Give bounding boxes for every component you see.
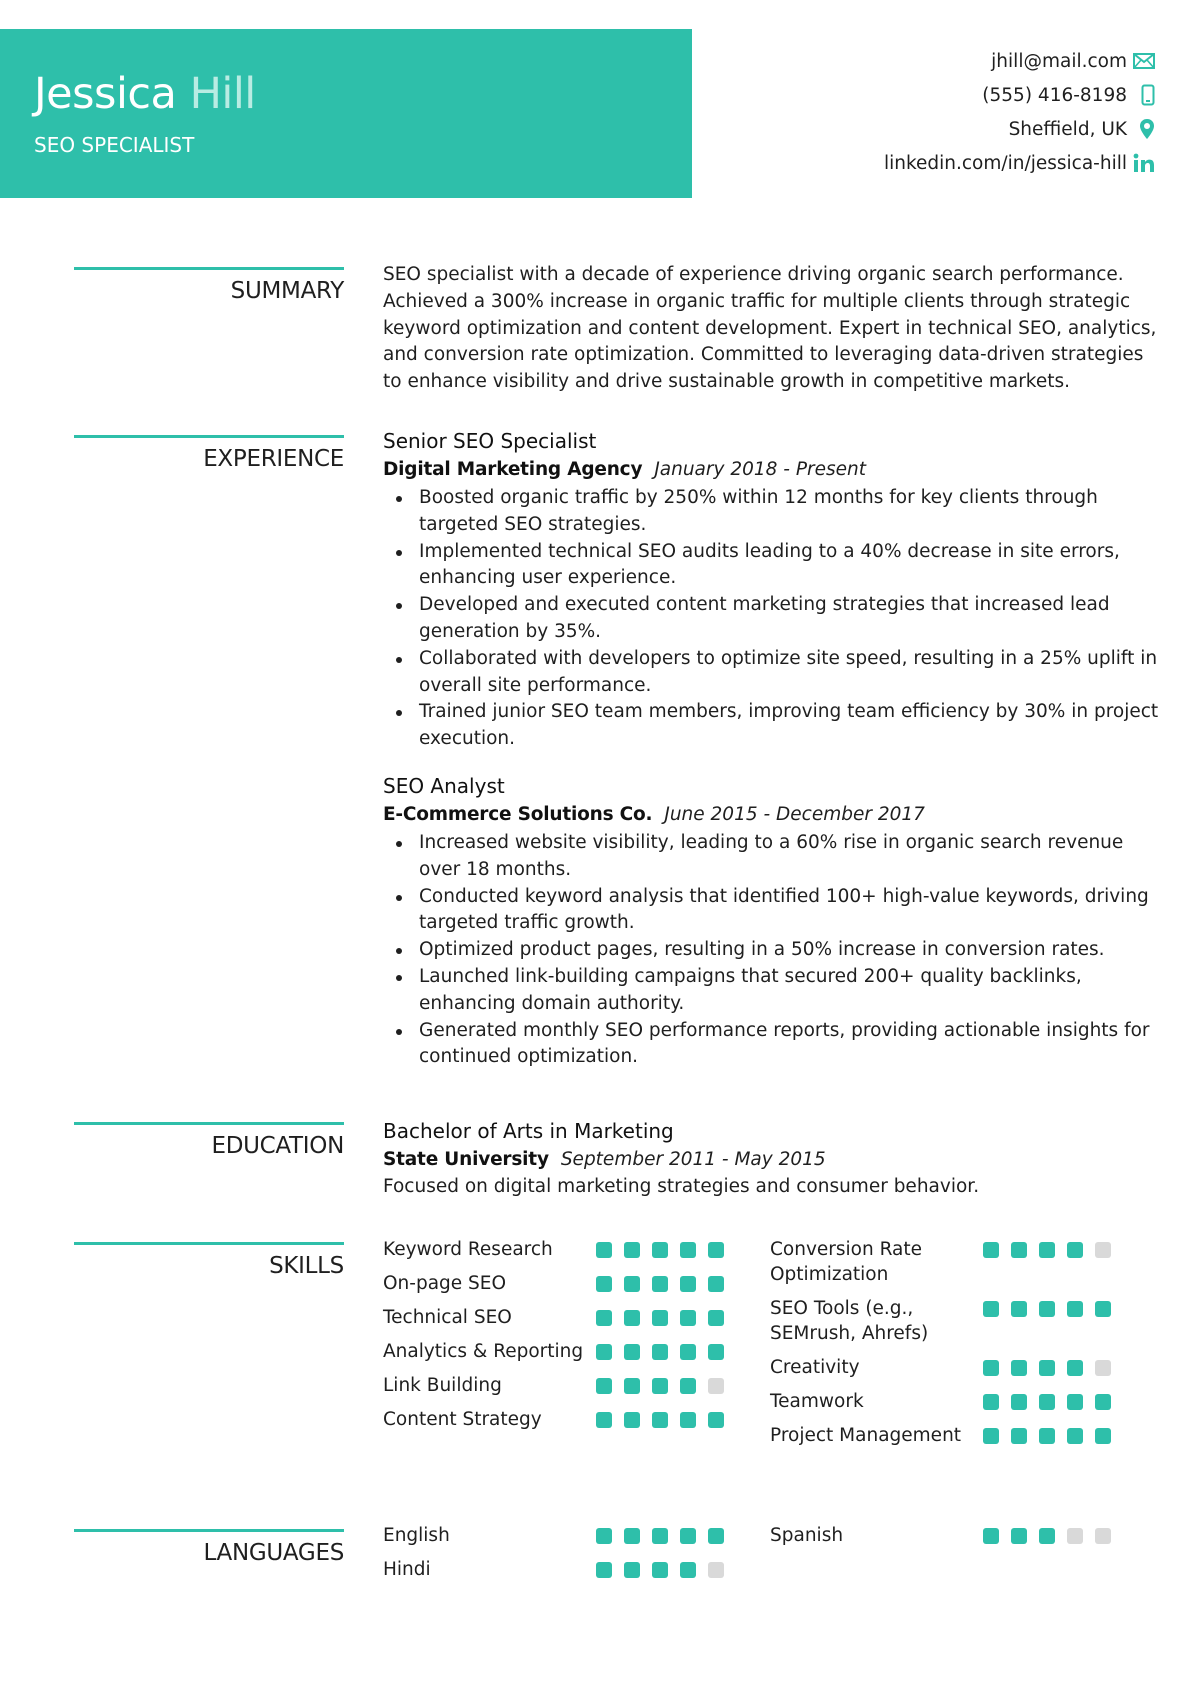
rating-row <box>770 1237 1111 1287</box>
rating-row <box>383 1339 724 1364</box>
envelope-icon <box>1127 53 1155 69</box>
rating-dot-filled <box>652 1378 668 1394</box>
phone-icon <box>1127 84 1155 106</box>
email-text[interactable]: jhill@mail.com <box>991 50 1127 72</box>
rating-dot-filled <box>1011 1428 1027 1444</box>
rating-dots <box>596 1305 724 1326</box>
rating-label: SEO Tools (e.g., SEMrush, Ahrefs) <box>770 1298 929 1344</box>
rating-dot-empty <box>1095 1360 1111 1376</box>
job-dates: January 2018 - Present <box>654 459 866 480</box>
rating-label: On-page SEO <box>383 1273 507 1294</box>
job-bullets <box>383 485 1163 753</box>
rating-dot-filled <box>680 1412 696 1428</box>
rating-dot-filled <box>624 1378 640 1394</box>
rating-row <box>383 1237 724 1262</box>
rating-dot-filled <box>596 1528 612 1544</box>
rating-dots <box>983 1389 1111 1410</box>
rating-dots <box>596 1271 724 1292</box>
rating-label: Conversion Rate Optimization <box>770 1239 923 1285</box>
rating-dot-filled <box>652 1276 668 1292</box>
rating-dot-filled <box>1011 1301 1027 1317</box>
contact-email[interactable] <box>755 44 1155 78</box>
list-item: Optimized product pages, resulting in a 50% increase in conversion rates. <box>383 937 1163 964</box>
rating-dot-filled <box>1039 1528 1055 1544</box>
rating-dot-filled <box>983 1301 999 1317</box>
rating-row <box>383 1557 724 1582</box>
rating-dot-filled <box>1067 1394 1083 1410</box>
rating-dot-filled <box>1011 1360 1027 1376</box>
rating-dot-filled <box>983 1428 999 1444</box>
rating-dot-filled <box>708 1528 724 1544</box>
rating-dot-filled <box>624 1562 640 1578</box>
rating-label: Keyword Research <box>383 1239 553 1260</box>
rating-label: Teamwork <box>770 1391 864 1412</box>
rating-dot-filled <box>596 1562 612 1578</box>
section-title-summary: SUMMARY <box>230 278 344 304</box>
rating-dot-filled <box>624 1412 640 1428</box>
rating-dot-filled <box>680 1276 696 1292</box>
job-entry <box>383 772 1163 1071</box>
contact-location <box>755 112 1155 146</box>
rating-dots <box>596 1237 724 1258</box>
school: State University <box>383 1149 549 1170</box>
section-title-education: EDUCATION <box>211 1133 344 1159</box>
rating-label: Content Strategy <box>383 1409 542 1430</box>
list-item: Implemented technical SEO audits leading to a 40% decrease in site errors, enhancing user experience. <box>383 539 1163 593</box>
rating-row <box>383 1523 724 1548</box>
education-entry <box>383 1117 1163 1201</box>
rating-dot-filled <box>652 1528 668 1544</box>
list-item: Collaborated with developers to optimize site speed, resulting in a 25% uplift in overall site performance. <box>383 646 1163 700</box>
candidate-name <box>34 62 256 126</box>
rating-dot-filled <box>624 1310 640 1326</box>
rating-dot-filled <box>596 1378 612 1394</box>
job-bullets <box>383 830 1163 1071</box>
rating-row <box>770 1423 1111 1448</box>
rating-dots <box>596 1557 724 1578</box>
rating-dots <box>596 1373 724 1394</box>
phone-text[interactable]: (555) 416-8198 <box>982 84 1127 106</box>
rating-label: Hindi <box>383 1559 431 1580</box>
education-description: Focused on digital marketing strategies and consumer behavior. <box>383 1176 980 1197</box>
rating-dot-filled <box>680 1310 696 1326</box>
summary-text: SEO specialist with a decade of experience driving organic search performance. Achieved a 300% increase in organic traffic for multiple clients through strategic keyword optimization and content development. Expert in technical SEO, analytics, and conversion rate optimization. Committed to leveraging data-driven strategies to enhance visibility and drive sustainable growth in competitive markets. <box>383 264 1157 393</box>
rating-dot-filled <box>1095 1394 1111 1410</box>
section-title-experience: EXPERIENCE <box>203 446 344 472</box>
rating-row <box>770 1523 1111 1548</box>
rating-dot-filled <box>1067 1360 1083 1376</box>
rating-dot-filled <box>596 1412 612 1428</box>
rating-dot-filled <box>983 1394 999 1410</box>
rating-dot-filled <box>983 1360 999 1376</box>
rating-label: Project Management <box>770 1425 962 1446</box>
rating-dot-filled <box>1095 1301 1111 1317</box>
list-item: Generated monthly SEO performance reports, providing actionable insights for continued optimization. <box>383 1018 1163 1072</box>
rating-dots <box>596 1407 724 1428</box>
rating-row <box>383 1373 724 1398</box>
rating-dot-filled <box>652 1344 668 1360</box>
job-meta <box>383 456 1163 484</box>
rating-dot-filled <box>624 1528 640 1544</box>
rating-dot-filled <box>708 1276 724 1292</box>
skills-rule <box>74 1242 344 1245</box>
experience-rule <box>74 435 344 438</box>
rating-row <box>383 1271 724 1296</box>
rating-label: Technical SEO <box>383 1307 512 1328</box>
rating-dots <box>983 1423 1111 1444</box>
job-role: Senior SEO Specialist <box>383 429 597 453</box>
rating-dot-empty <box>708 1562 724 1578</box>
rating-dot-filled <box>1039 1428 1055 1444</box>
rating-dot-filled <box>680 1562 696 1578</box>
linkedin-icon <box>1127 153 1155 173</box>
last-name: Hill <box>189 69 256 119</box>
rating-label: Creativity <box>770 1357 860 1378</box>
rating-dot-filled <box>652 1412 668 1428</box>
rating-dots <box>596 1523 724 1544</box>
rating-label: English <box>383 1525 450 1546</box>
skills-list-right <box>770 1237 1111 1448</box>
rating-dot-filled <box>983 1528 999 1544</box>
rating-dot-filled <box>680 1242 696 1258</box>
rating-dot-filled <box>1011 1528 1027 1544</box>
job-company: E-Commerce Solutions Co. <box>383 804 653 825</box>
rating-dot-filled <box>1067 1301 1083 1317</box>
rating-dots <box>983 1237 1111 1258</box>
list-item: Launched link-building campaigns that secured 200+ quality backlinks, enhancing domain authority. <box>383 964 1163 1018</box>
rating-row <box>770 1389 1111 1414</box>
degree: Bachelor of Arts in Marketing <box>383 1119 674 1143</box>
contact-linkedin[interactable] <box>755 146 1155 180</box>
rating-dots <box>983 1523 1111 1544</box>
job-meta <box>383 801 1163 829</box>
rating-dots <box>983 1296 1111 1317</box>
rating-label: Analytics & Reporting <box>383 1341 584 1362</box>
rating-dot-filled <box>1011 1242 1027 1258</box>
list-item: Developed and executed content marketing strategies that increased lead generation by 35%. <box>383 592 1163 646</box>
rating-dot-filled <box>680 1528 696 1544</box>
rating-dot-filled <box>1095 1428 1111 1444</box>
languages-list-left <box>383 1523 724 1582</box>
rating-dot-filled <box>624 1276 640 1292</box>
rating-dot-empty <box>708 1378 724 1394</box>
rating-row <box>770 1296 1111 1346</box>
list-item: Boosted organic traffic by 250% within 12 months for key clients through targeted SEO strategies. <box>383 485 1163 539</box>
rating-dot-filled <box>708 1242 724 1258</box>
rating-dot-filled <box>1067 1242 1083 1258</box>
map-pin-icon <box>1127 118 1155 140</box>
rating-dot-filled <box>1039 1360 1055 1376</box>
rating-dot-empty <box>1095 1242 1111 1258</box>
rating-dot-filled <box>1039 1242 1055 1258</box>
rating-dot-filled <box>652 1562 668 1578</box>
education-dates: September 2011 - May 2015 <box>560 1149 826 1170</box>
rating-dot-filled <box>652 1310 668 1326</box>
list-item: Increased website visibility, leading to a 60% rise in organic search revenue over 18 months. <box>383 830 1163 884</box>
rating-row <box>383 1407 724 1432</box>
contact-list <box>755 44 1155 180</box>
rating-dot-filled <box>624 1242 640 1258</box>
rating-dot-filled <box>708 1412 724 1428</box>
rating-dot-empty <box>1095 1528 1111 1544</box>
location-text: Sheffield, UK <box>1008 118 1127 140</box>
rating-dots <box>596 1339 724 1360</box>
job-dates: June 2015 - December 2017 <box>664 804 925 825</box>
rating-dot-filled <box>1011 1394 1027 1410</box>
list-item: Trained junior SEO team members, improving team efficiency by 30% in project execution. <box>383 699 1163 753</box>
section-title-skills: SKILLS <box>269 1253 344 1279</box>
rating-dot-filled <box>1067 1428 1083 1444</box>
rating-dot-filled <box>652 1242 668 1258</box>
rating-dots <box>983 1355 1111 1376</box>
rating-dot-filled <box>708 1310 724 1326</box>
rating-dot-filled <box>596 1344 612 1360</box>
job-entry <box>383 427 1163 753</box>
job-title: SEO SPECIALIST <box>34 133 195 157</box>
section-title-languages: LANGUAGES <box>203 1540 344 1566</box>
contact-phone[interactable] <box>755 78 1155 112</box>
rating-dot-filled <box>680 1344 696 1360</box>
summary-rule <box>74 267 344 270</box>
rating-row <box>770 1355 1111 1380</box>
rating-label: Link Building <box>383 1375 502 1396</box>
education-rule <box>74 1122 344 1125</box>
rating-dot-empty <box>1067 1528 1083 1544</box>
rating-dot-filled <box>596 1310 612 1326</box>
rating-dot-filled <box>983 1242 999 1258</box>
rating-dot-filled <box>596 1242 612 1258</box>
first-name: Jessica <box>34 69 177 119</box>
linkedin-text[interactable]: linkedin.com/in/jessica-hill <box>883 152 1127 174</box>
job-company: Digital Marketing Agency <box>383 459 643 480</box>
rating-dot-filled <box>596 1276 612 1292</box>
rating-dot-filled <box>624 1344 640 1360</box>
job-role: SEO Analyst <box>383 774 505 798</box>
rating-dot-filled <box>1039 1394 1055 1410</box>
education-meta <box>383 1146 1163 1174</box>
languages-list-right <box>770 1523 1111 1548</box>
rating-row <box>383 1305 724 1330</box>
list-item: Conducted keyword analysis that identified 100+ high-value keywords, driving targeted traffic growth. <box>383 884 1163 938</box>
skills-list-left <box>383 1237 724 1432</box>
rating-dot-filled <box>680 1378 696 1394</box>
rating-label: Spanish <box>770 1525 844 1546</box>
languages-rule <box>74 1529 344 1532</box>
rating-dot-filled <box>708 1344 724 1360</box>
rating-dot-filled <box>1039 1301 1055 1317</box>
